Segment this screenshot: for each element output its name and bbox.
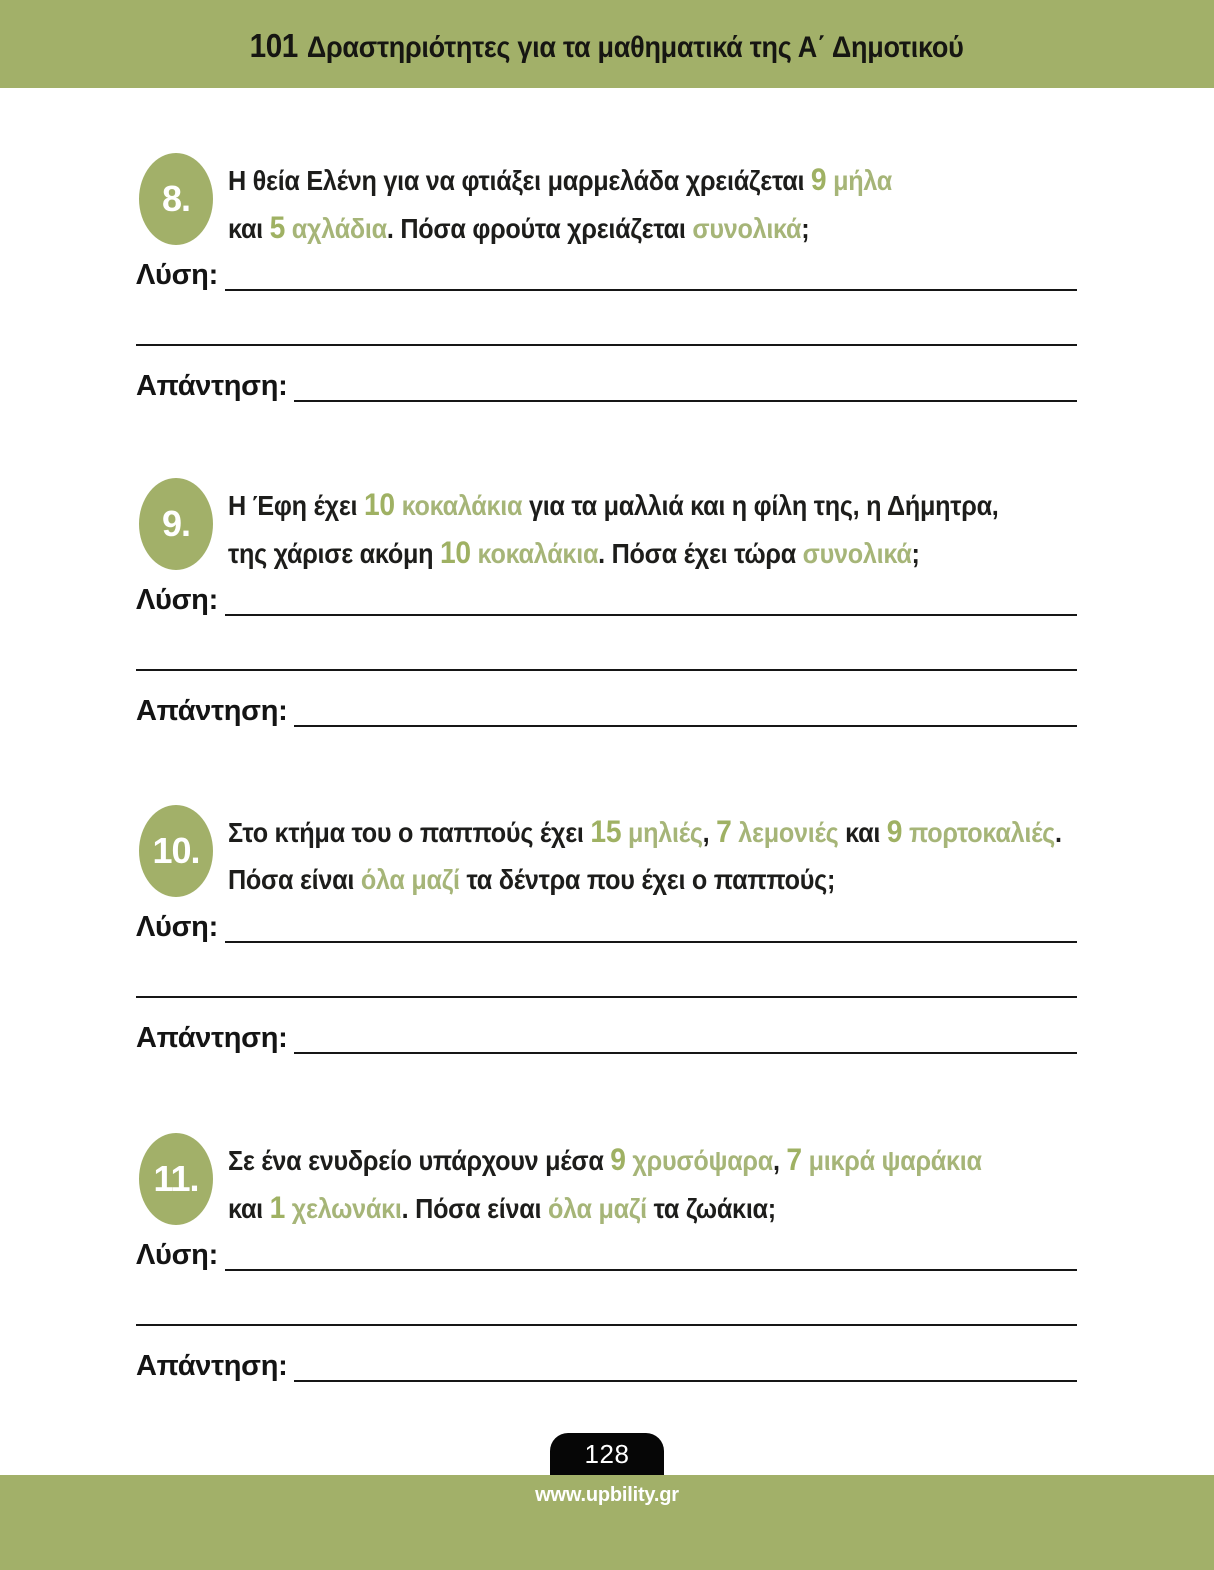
page-number: 128 <box>584 1438 630 1469</box>
answer-write-line <box>294 1018 1077 1054</box>
solution-label: Λύση: <box>136 259 218 291</box>
exercise-number: 10. <box>152 830 200 871</box>
header-title-text: Δραστηριότητες για τα μαθηματικά της Α΄ Δημοτικού <box>307 31 964 64</box>
extra-write-line <box>136 996 1077 998</box>
problem-segment: . <box>1055 817 1062 848</box>
problem-segment: συνολικά <box>802 538 912 569</box>
exercise-block <box>0 478 1214 738</box>
exercise-block <box>0 153 1214 413</box>
problem-segment: όλα μαζί <box>547 1193 647 1224</box>
answer-write-line <box>294 1346 1077 1382</box>
solution-row <box>136 582 1077 616</box>
problem-segment: . Πόσα είναι <box>401 1193 548 1224</box>
problem-segment: Στο κτήμα του ο παππούς έχει <box>228 817 591 848</box>
answer-row <box>136 1020 1077 1054</box>
footer-banner <box>0 1475 1214 1570</box>
problem-segment: πορτοκαλιές <box>902 817 1056 848</box>
solution-row <box>136 257 1077 291</box>
problem-segment: κοκαλάκια <box>470 538 599 569</box>
exercise-number: 8. <box>161 178 191 219</box>
problem-segment: ; <box>801 213 810 244</box>
exercise-number: 11. <box>153 1158 199 1199</box>
solution-row <box>136 1237 1077 1271</box>
problem-segment: Η Έφη έχει <box>228 490 364 521</box>
problem-segment: και <box>228 213 270 244</box>
problem-segment: 9 <box>610 1142 626 1177</box>
problem-segment: Σε ένα ενυδρείο υπάρχουν μέσα <box>228 1145 611 1176</box>
problem-segment: χελωνάκι <box>285 1193 402 1224</box>
problem-line <box>228 481 999 529</box>
problem-segment: 7 <box>716 814 732 849</box>
solution-label: Λύση: <box>136 1239 218 1271</box>
problem-segment: όλα μαζί <box>360 864 460 895</box>
problem-segment: για τα μαλλιά και η φίλη της, η Δήμητρα, <box>522 490 999 521</box>
problem-segment: μηλιές <box>621 817 703 848</box>
problem-segment: 10 <box>363 487 395 522</box>
solution-write-line <box>225 1235 1077 1271</box>
problem-text <box>228 156 892 252</box>
problem-segment: 15 <box>590 814 622 849</box>
problem-text <box>228 808 1062 903</box>
problem-segment: συνολικά <box>692 213 802 244</box>
problem-segment: , <box>702 817 717 848</box>
extra-write-line <box>136 1324 1077 1326</box>
exercise-number: 9. <box>161 503 191 544</box>
problem-segment: τα ζωάκια; <box>646 1193 776 1224</box>
problem-segment: λεμονιές <box>731 817 839 848</box>
solution-write-line <box>225 580 1077 616</box>
problem-segment: αχλάδια <box>285 213 387 244</box>
problem-segment: 1 <box>269 1190 286 1225</box>
problem-segment: της χάρισε ακόμη <box>228 538 440 569</box>
problem-segment: Πόσα είναι <box>228 864 361 895</box>
problem-segment: 7 <box>786 1142 802 1177</box>
series-number: 101 <box>250 27 299 64</box>
problem-line <box>228 204 892 252</box>
exercise-number-badge <box>139 805 213 897</box>
problem-segment: . Πόσα έχει τώρα <box>598 538 803 569</box>
answer-row <box>136 368 1077 402</box>
exercise-number-badge <box>139 478 213 570</box>
problem-line <box>228 856 1062 903</box>
answer-write-line <box>294 366 1077 402</box>
problem-segment: κοκαλάκια <box>394 490 523 521</box>
problem-segment: μήλα <box>826 165 893 196</box>
problem-segment: . Πόσα φρούτα χρειάζεται <box>386 213 693 244</box>
page-number-tab <box>550 1433 664 1475</box>
problem-segment: μικρά ψαράκια <box>801 1145 982 1176</box>
solution-label: Λύση: <box>136 584 218 616</box>
answer-label: Απάντηση: <box>136 1022 288 1054</box>
problem-segment: 9 <box>810 162 827 197</box>
answer-label: Απάντηση: <box>136 695 288 727</box>
answer-label: Απάντηση: <box>136 370 288 402</box>
solution-row <box>136 909 1077 943</box>
problem-segment: ; <box>911 538 920 569</box>
problem-line <box>228 529 999 577</box>
problem-line <box>228 808 1062 856</box>
problem-text <box>228 481 999 577</box>
exercise-block <box>0 1133 1214 1393</box>
solution-label: Λύση: <box>136 911 218 943</box>
website-url: www.upbility.gr <box>535 1484 679 1506</box>
problem-segment: χρυσόψαρα <box>625 1145 773 1176</box>
answer-row <box>136 1348 1077 1382</box>
extra-write-line <box>136 344 1077 346</box>
exercise-number-badge <box>139 1133 213 1225</box>
solution-write-line <box>225 255 1077 291</box>
exercise-block <box>0 805 1214 1065</box>
problem-line <box>228 1184 982 1232</box>
answer-row <box>136 693 1077 727</box>
solution-write-line <box>225 907 1077 943</box>
problem-segment: 5 <box>269 210 286 245</box>
problem-segment: και <box>838 817 887 848</box>
problem-segment: , <box>772 1145 787 1176</box>
problem-segment: 10 <box>439 535 471 570</box>
exercise-number-badge <box>139 153 213 245</box>
problem-line <box>228 156 892 204</box>
answer-write-line <box>294 691 1077 727</box>
problem-segment: τα δέντρα που έχει ο παππούς; <box>459 864 836 895</box>
problem-segment: Η θεία Ελένη για να φτιάξει μαρμελάδα χρειάζεται <box>228 165 811 196</box>
problem-segment: και <box>228 1193 270 1224</box>
answer-label: Απάντηση: <box>136 1350 288 1382</box>
problem-text <box>228 1136 982 1232</box>
extra-write-line <box>136 669 1077 671</box>
problem-segment: 9 <box>886 814 903 849</box>
problem-line <box>228 1136 982 1184</box>
